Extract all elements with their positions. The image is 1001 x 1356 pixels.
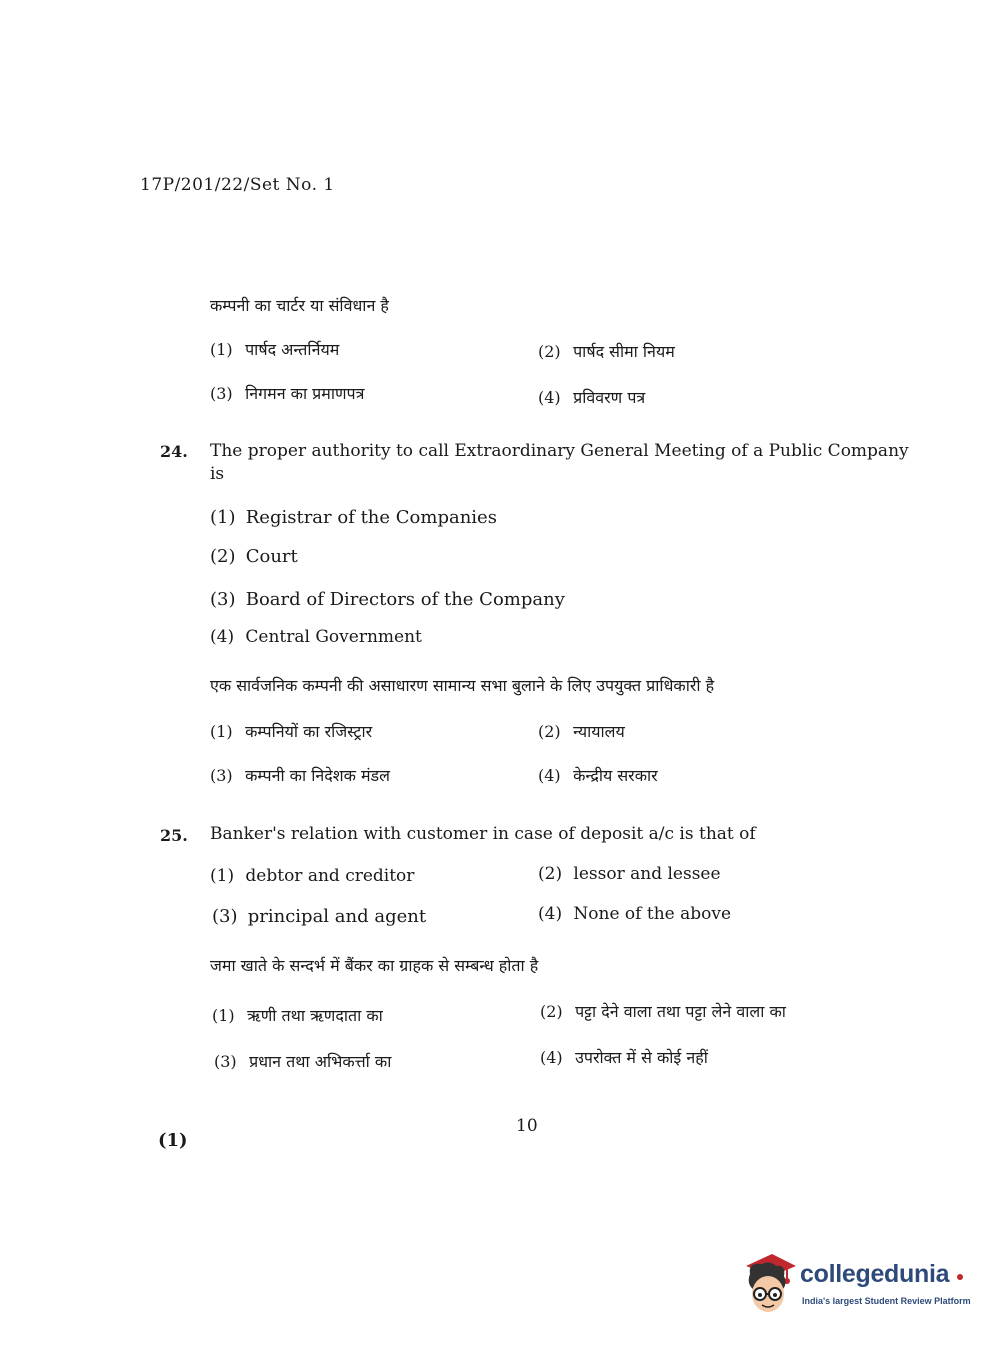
q24-number: 24. [160, 442, 188, 461]
set-mark: (1) [158, 1130, 188, 1151]
q24-option-4: (4) Central Government [210, 627, 422, 647]
q25-hindi-option-2: (2) पट्टा देने वाला तथा पट्टा लेने वाला का [540, 1002, 786, 1021]
q25-option-3: (3) principal and agent [212, 906, 427, 927]
q24-hindi-option-3: (3) कम्पनी का निदेशक मंडल [210, 766, 390, 785]
logo-tagline: India's largest Student Review Platform [802, 1296, 971, 1306]
q24-question-hindi: एक सार्वजनिक कम्पनी की असाधारण सामान्य सभा बुलाने के लिए उपयुक्त प्राधिकारी है [210, 676, 715, 695]
q23-option-1: (1) पार्षद अन्तर्नियम [210, 340, 340, 359]
q23-question-hindi: कम्पनी का चार्टर या संविधान है [210, 296, 389, 315]
q24-hindi-option-1: (1) कम्पनियों का रजिस्ट्रार [210, 722, 373, 741]
q25-option-2: (2) lessor and lessee [538, 864, 721, 884]
collegedunia-logo [742, 1250, 972, 1320]
logo-dot [957, 1274, 963, 1280]
q25-number: 25. [160, 826, 188, 845]
q24-question-line2: is [210, 464, 225, 484]
q25-question-hindi: जमा खाते के सन्दर्भ में बैंकर का ग्राहक से सम्बन्ध होता है [210, 956, 539, 975]
logo-wordmark: collegedunia [800, 1260, 950, 1288]
q24-option-2: (2) Court [210, 546, 298, 567]
q25-option-1: (1) debtor and creditor [210, 866, 415, 886]
q24-hindi-option-4: (4) केन्द्रीय सरकार [538, 766, 658, 785]
q23-option-4: (4) प्रविवरण पत्र [538, 388, 646, 407]
q25-hindi-option-1: (1) ऋणी तथा ऋणदाता का [212, 1006, 383, 1025]
page-number: 10 [516, 1116, 538, 1136]
mascot-icon [742, 1250, 798, 1316]
q25-hindi-option-3: (3) प्रधान तथा अभिकर्त्ता का [214, 1052, 392, 1071]
q23-option-2: (2) पार्षद सीमा नियम [538, 342, 675, 361]
q25-hindi-option-4: (4) उपरोक्त में से कोई नहीं [540, 1048, 708, 1067]
q25-question: Banker's relation with customer in case of deposit a/c is that of [210, 824, 756, 844]
paper-code: 17P/201/22/Set No. 1 [140, 175, 335, 195]
q23-option-3: (3) निगमन का प्रमाणपत्र [210, 384, 365, 403]
q24-question-line1: The proper authority to call Extraordinary General Meeting of a Public Company [210, 441, 909, 461]
q24-hindi-option-2: (2) न्यायालय [538, 722, 625, 741]
q24-option-1: (1) Registrar of the Companies [210, 507, 497, 528]
q24-option-3: (3) Board of Directors of the Company [210, 589, 565, 610]
q25-option-4: (4) None of the above [538, 904, 732, 924]
